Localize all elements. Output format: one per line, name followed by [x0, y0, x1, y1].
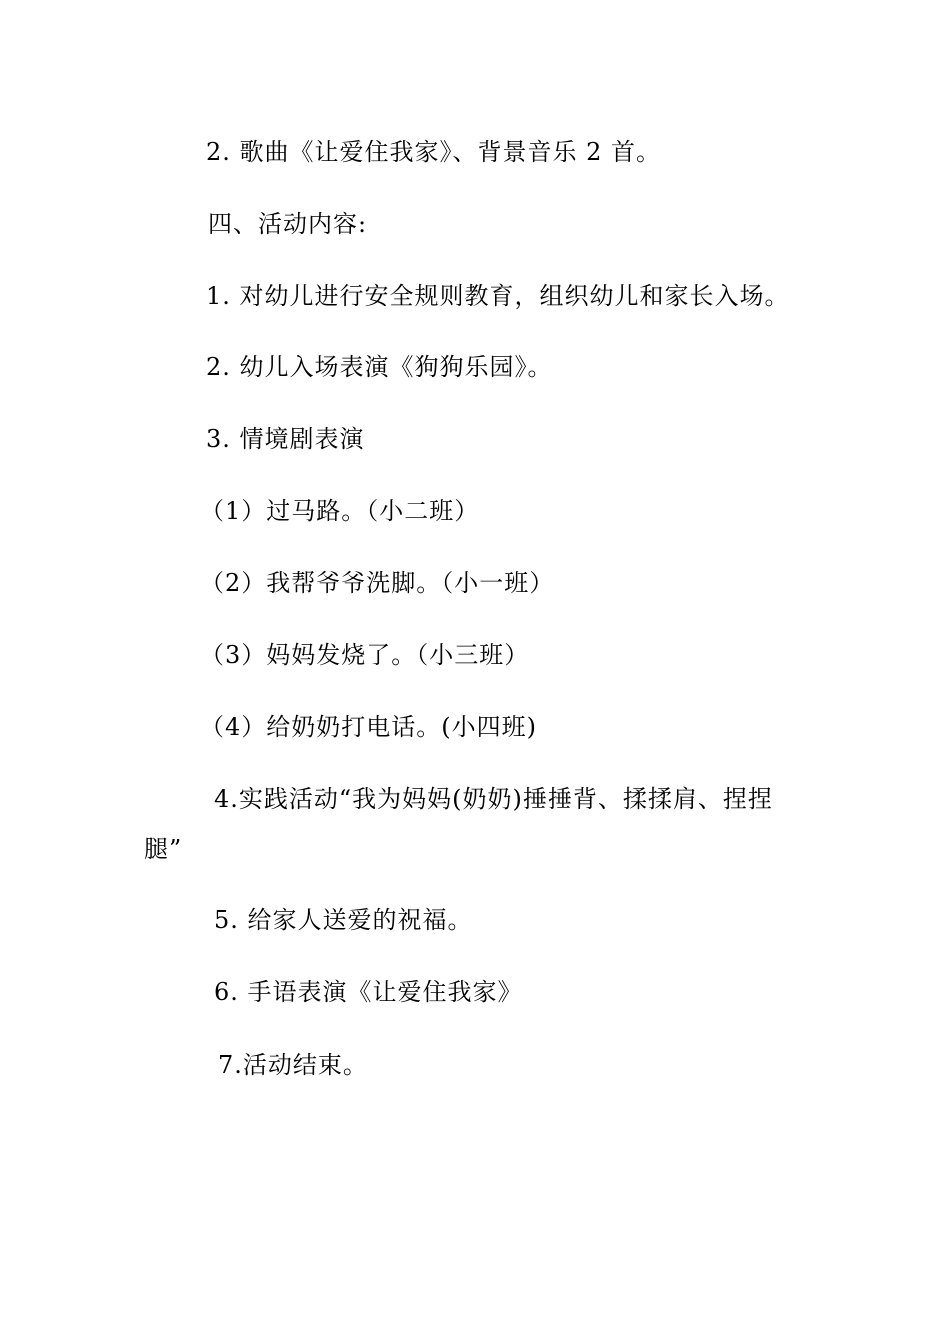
materials-item-2: 2. 歌曲《让爱住我家》、背景音乐 2 首。 — [206, 138, 662, 166]
skit-item-3: （3）妈妈发烧了。（小三班） — [200, 641, 530, 669]
activity-item-6: 6. 手语表演《让爱住我家》 — [214, 978, 523, 1006]
activity-item-2: 2. 幼儿入场表演《狗狗乐园》。 — [206, 353, 553, 381]
activity-item-4: 4.实践活动“我为妈妈(奶奶)捶捶背、揉揉肩、捏捏 — [214, 785, 773, 813]
activity-item-7: 7.活动结束。 — [218, 1051, 368, 1079]
activity-item-3: 3. 情境剧表演 — [206, 425, 365, 453]
activity-item-5: 5. 给家人送爱的祝福。 — [214, 906, 473, 934]
skit-item-4: （4）给奶奶打电话。(小四班) — [200, 713, 537, 741]
section-heading-activity-content: 四、活动内容: — [208, 210, 368, 238]
activity-item-4-continued: 腿” — [144, 835, 183, 863]
skit-item-1: （1）过马路。（小二班） — [200, 497, 480, 525]
activity-item-1: 1. 对幼儿进行安全规则教育，组织幼儿和家长入场。 — [206, 282, 790, 310]
skit-item-2: （2）我帮爷爷洗脚。（小一班） — [200, 569, 555, 597]
